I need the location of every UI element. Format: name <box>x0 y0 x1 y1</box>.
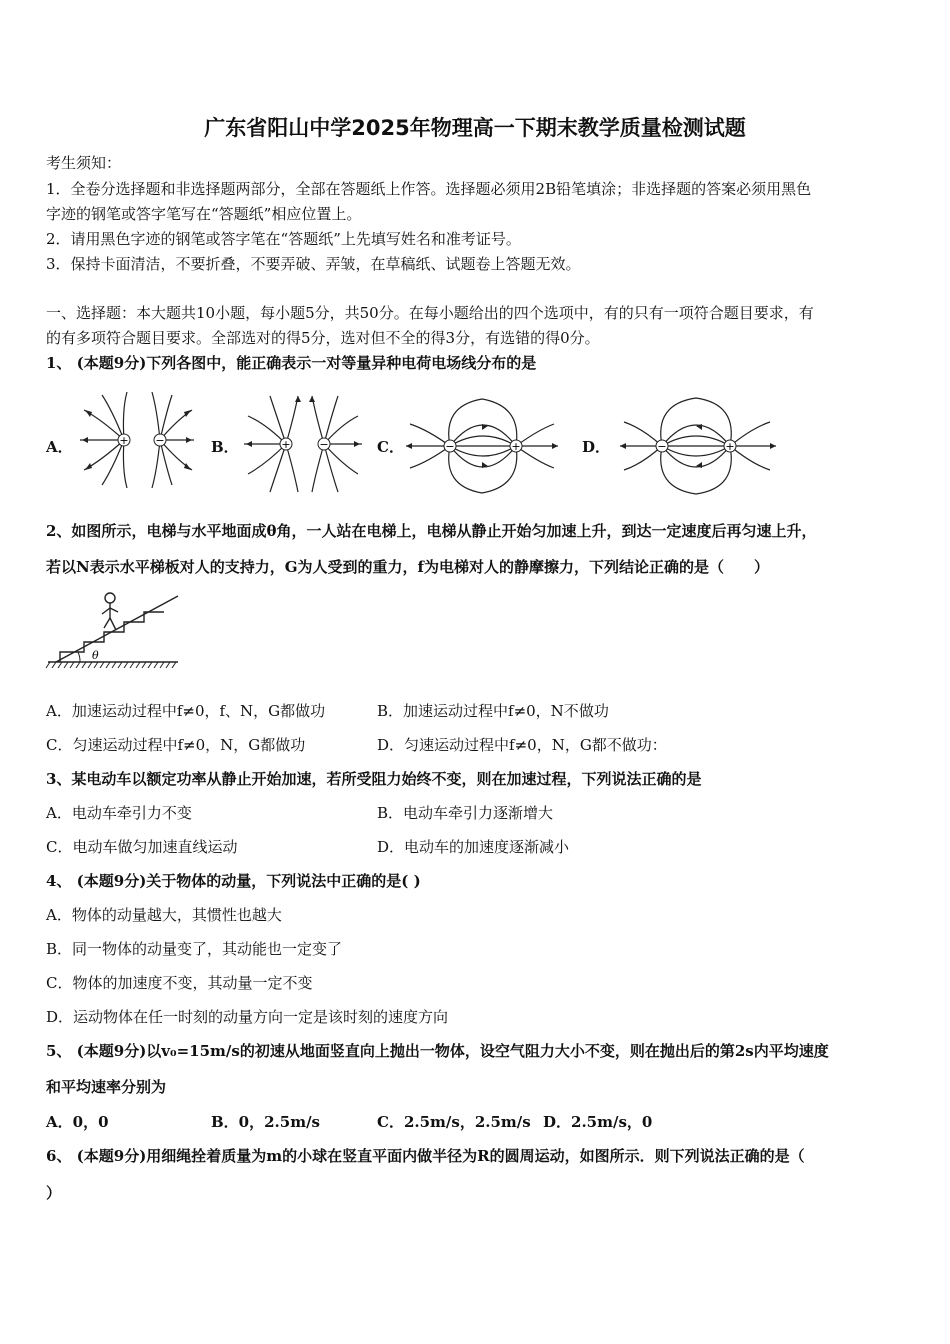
notice-item: 1．全卷分选择题和非选择题两部分，全部在答题纸上作答。选择题必须用2B铅笔填涂；非选择题的答案必须用黑色 <box>46 180 812 198</box>
section-intro: 的有多项符合题目要求。全部选对的得5分，选对但不全的得3分，有选错的得0分。 <box>46 329 600 347</box>
q4-option-c: C．物体的加速度不变，其动量一定不变 <box>46 974 313 992</box>
field-diagram-b <box>238 392 368 492</box>
charge-plus: + <box>119 434 129 447</box>
question-5: 5、 (本题9分)以v₀=15m/s的初速从地面竖直向上抛出一物体，设空气阻力大小不变，则在抛出后的第2s内平均速度 <box>46 1042 829 1060</box>
q5-option-a: A．0，0 <box>46 1113 109 1131</box>
question-1: 1、 (本题9分)下列各图中，能正确表示一对等量异种电荷电场线分布的是 <box>46 354 537 372</box>
page-title: 广东省阳山中学2025年物理高一下期末教学质量检测试题 <box>204 116 746 140</box>
notice-heading: 考生须知： <box>46 154 122 172</box>
q2-option-a: A．加速运动过程中f≠0，f、N，G都做功 <box>46 702 326 720</box>
q5-option-c: C．2.5m/s，2.5m/s <box>377 1113 531 1131</box>
q1-label-c: C． <box>377 438 404 456</box>
q2-option-b: B．加速运动过程中f≠0，N不做功 <box>377 702 609 720</box>
charge-minus: − <box>657 440 667 453</box>
q2-option-c: C．匀速运动过程中f≠0，N，G都做功 <box>46 736 306 754</box>
field-diagram-d <box>618 396 778 496</box>
q4-option-a: A．物体的动量越大，其惯性也越大 <box>46 906 282 924</box>
theta-label: θ <box>92 649 99 662</box>
q1-label-a: A． <box>46 438 73 456</box>
q5-option-b: B．0，2.5m/s <box>211 1113 321 1131</box>
charge-plus: + <box>725 440 735 453</box>
q1-label-b: B． <box>211 438 239 456</box>
field-diagram-a <box>72 390 202 490</box>
question-6-cont: ） <box>46 1184 62 1202</box>
notice-item: 3．保持卡面清洁，不要折叠，不要弄破、弄皱，在草稿纸、试题卷上答题无效。 <box>46 255 581 273</box>
question-2-cont: 若以N表示水平梯板对人的支持力，G为人受到的重力，f为电梯对人的静摩擦力，下列结论正确的是（ ） <box>46 558 769 576</box>
question-5-cont: 和平均速率分别为 <box>46 1078 167 1096</box>
escalator-diagram <box>46 586 180 672</box>
q4-option-b: B．同一物体的动量变了，其动能也一定变了 <box>46 940 343 958</box>
question-6: 6、 (本题9分)用细绳拴着质量为m的小球在竖直平面内做半径为R的圆周运动，如图所示．则下列说法正确的是（ <box>46 1147 805 1165</box>
section-intro: 一、选择题：本大题共10小题，每小题5分，共50分。在每小题给出的四个选项中，有的只有一项符合题目要求，有 <box>46 304 814 322</box>
q5-option-d: D．2.5m/s，0 <box>543 1113 653 1131</box>
field-diagram-c <box>402 396 562 496</box>
charge-minus: − <box>319 438 329 451</box>
charge-minus: − <box>445 440 455 453</box>
q2-option-d: D．匀速运动过程中f≠0，N，G都不做功： <box>377 736 667 754</box>
question-4: 4、 (本题9分)关于物体的动量，下列说法中正确的是( ) <box>46 872 421 890</box>
charge-minus: − <box>155 434 165 447</box>
q3-option-a: A．电动车牵引力不变 <box>46 804 192 822</box>
question-3: 3、某电动车以额定功率从静止开始加速，若所受阻力始终不变，则在加速过程，下列说法正确的是 <box>46 770 702 788</box>
q4-option-d: D．运动物体在任一时刻的动量方向一定是该时刻的速度方向 <box>46 1008 449 1026</box>
q3-option-b: B．电动车牵引力逐渐增大 <box>377 804 554 822</box>
charge-plus: + <box>511 440 521 453</box>
q3-option-c: C．电动车做匀加速直线运动 <box>46 838 238 856</box>
notice-item: 2．请用黑色字迹的钢笔或答字笔在“答题纸”上先填写姓名和准考证号。 <box>46 230 521 248</box>
q3-option-d: D．电动车的加速度逐渐减小 <box>377 838 570 856</box>
question-2: 2、如图所示，电梯与水平地面成θ角，一人站在电梯上，电梯从静止开始匀加速上升，到达一定速度后再匀速上升， <box>46 522 817 540</box>
q1-label-d: D． <box>582 438 611 456</box>
charge-plus: + <box>281 438 291 451</box>
notice-item: 字迹的钢笔或答字笔写在“答题纸”相应位置上。 <box>46 205 362 223</box>
